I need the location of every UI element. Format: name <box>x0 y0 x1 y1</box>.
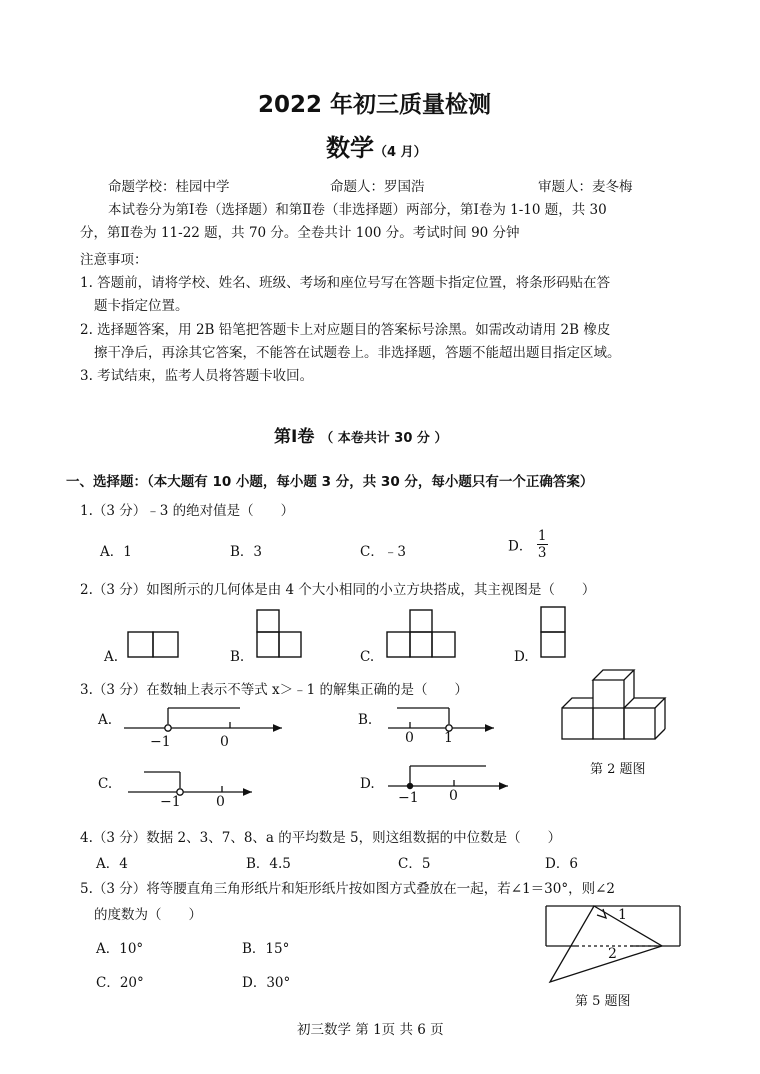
subject-month: （4 月） <box>374 145 427 160</box>
section-heading: 一、选择题：（本大题有 10 小题，每小题 3 分，共 30 分，每小题只有一个正确答案） <box>66 474 594 490</box>
q1-stem: 1.（3 分）﹣3 的绝对值是（ ） <box>80 503 295 519</box>
q5-option-c: C．20° <box>96 975 144 991</box>
q1-option-a: A．1 <box>100 544 132 560</box>
q1-option-b: B．3 <box>230 544 263 560</box>
note-item: 1. 答题前，请将学校、姓名、班级、考场和座位号写在答题卡指定位置，将条形码贴在答 <box>80 275 611 291</box>
exam-title: 2022 年初三质量检测 <box>258 92 492 118</box>
q3-d-label-neg1: −1 <box>398 790 419 806</box>
q3-a-label-0: 0 <box>220 734 229 750</box>
q5-option-a: A．10° <box>96 941 144 957</box>
q3-option-c: C. <box>98 776 113 792</box>
notes-heading: 注意事项： <box>80 252 148 268</box>
q5-angle-2-label: 2 <box>608 946 617 962</box>
note-item: 题卡指定位置。 <box>94 298 189 314</box>
q3-option-d: D. <box>360 776 375 792</box>
q2-option-a: A. <box>104 649 119 665</box>
note-item: 擦干净后，再涂其它答案，不能答在试题卷上。非选择题，答题不能超出题目指定区域。 <box>94 345 621 361</box>
q2-stem: 2.（3 分）如图所示的几何体是由 4 个大小相同的小立方块搭成，其主视图是（ ） <box>80 582 596 598</box>
reviewer-label: 审题人：麦冬梅 <box>538 179 633 195</box>
q5-angle-1-label: 1 <box>618 907 627 923</box>
page-footer: 初三数学 第 1页 共 6 页 <box>297 1022 444 1038</box>
fraction-denominator: 3 <box>537 545 547 561</box>
section-note: （ 本卷共计 30 分 ） <box>320 431 448 446</box>
q3-c-label-0: 0 <box>216 794 225 810</box>
q4-option-d: D．6 <box>545 856 578 872</box>
q4-option-a: A．4 <box>96 856 128 872</box>
q5-stem-line-1: 5.（3 分）将等腰直角三角形纸片和矩形纸片按如图方式叠放在一起，若∠1＝30°，则∠2 <box>80 881 615 897</box>
section-name: 第Ⅰ卷 <box>274 427 315 447</box>
q5-option-b: B．15° <box>242 941 290 957</box>
q4-option-b: B．4.5 <box>246 856 291 872</box>
q3-option-b: B. <box>358 712 373 728</box>
note-item: 2. 选择题答案，用 2B 铅笔把答题卡上对应题目的答案标号涂黑。如需改动请用 2B 橡皮 <box>80 322 611 338</box>
q5-option-d: D．30° <box>242 975 291 991</box>
q4-option-c: C．5 <box>398 856 431 872</box>
fraction-numerator: 1 <box>537 528 547 544</box>
q3-stem: 3.（3 分）在数轴上表示不等式 x＞﹣1 的解集正确的是（ ） <box>80 682 469 698</box>
q1-option-d-label: D． <box>508 538 533 555</box>
subject-name: 数学 <box>326 134 374 162</box>
q3-option-a: A. <box>98 712 113 728</box>
q3-a-label-neg1: −1 <box>150 734 171 750</box>
q2-figure-caption: 第 2 题图 <box>590 762 646 777</box>
note-item: 3. 考试结束，监考人员将答题卡收回。 <box>80 368 314 384</box>
intro-line-1: 本试卷分为第Ⅰ卷（选择题）和第Ⅱ卷（非选择题）两部分，第Ⅰ卷为 1-10 题，共 30 <box>108 202 607 218</box>
q1-option-c: C．﹣3 <box>360 544 406 560</box>
q2-option-b: B. <box>230 649 245 665</box>
q3-b-label-1: 1 <box>444 730 453 746</box>
q2-option-d: D. <box>514 649 529 665</box>
q5-stem-line-2: 的度数为（ ） <box>94 907 202 923</box>
q2-option-c: C. <box>360 649 375 665</box>
q3-c-label-neg1: −1 <box>160 794 181 810</box>
q3-d-label-0: 0 <box>449 788 458 804</box>
intro-line-2: 分，第Ⅱ卷为 11-22 题，共 70 分。全卷共计 100 分。考试时间 90 分钟 <box>80 225 520 241</box>
author-label: 命题人：罗国浩 <box>330 179 425 195</box>
q4-stem: 4.（3 分）数据 2、3、7、8、a 的平均数是 5，则这组数据的中位数是（ ） <box>80 830 562 846</box>
q5-figure-caption: 第 5 题图 <box>575 994 631 1009</box>
school-label: 命题学校：桂园中学 <box>108 179 230 195</box>
q3-b-label-0: 0 <box>405 730 414 746</box>
